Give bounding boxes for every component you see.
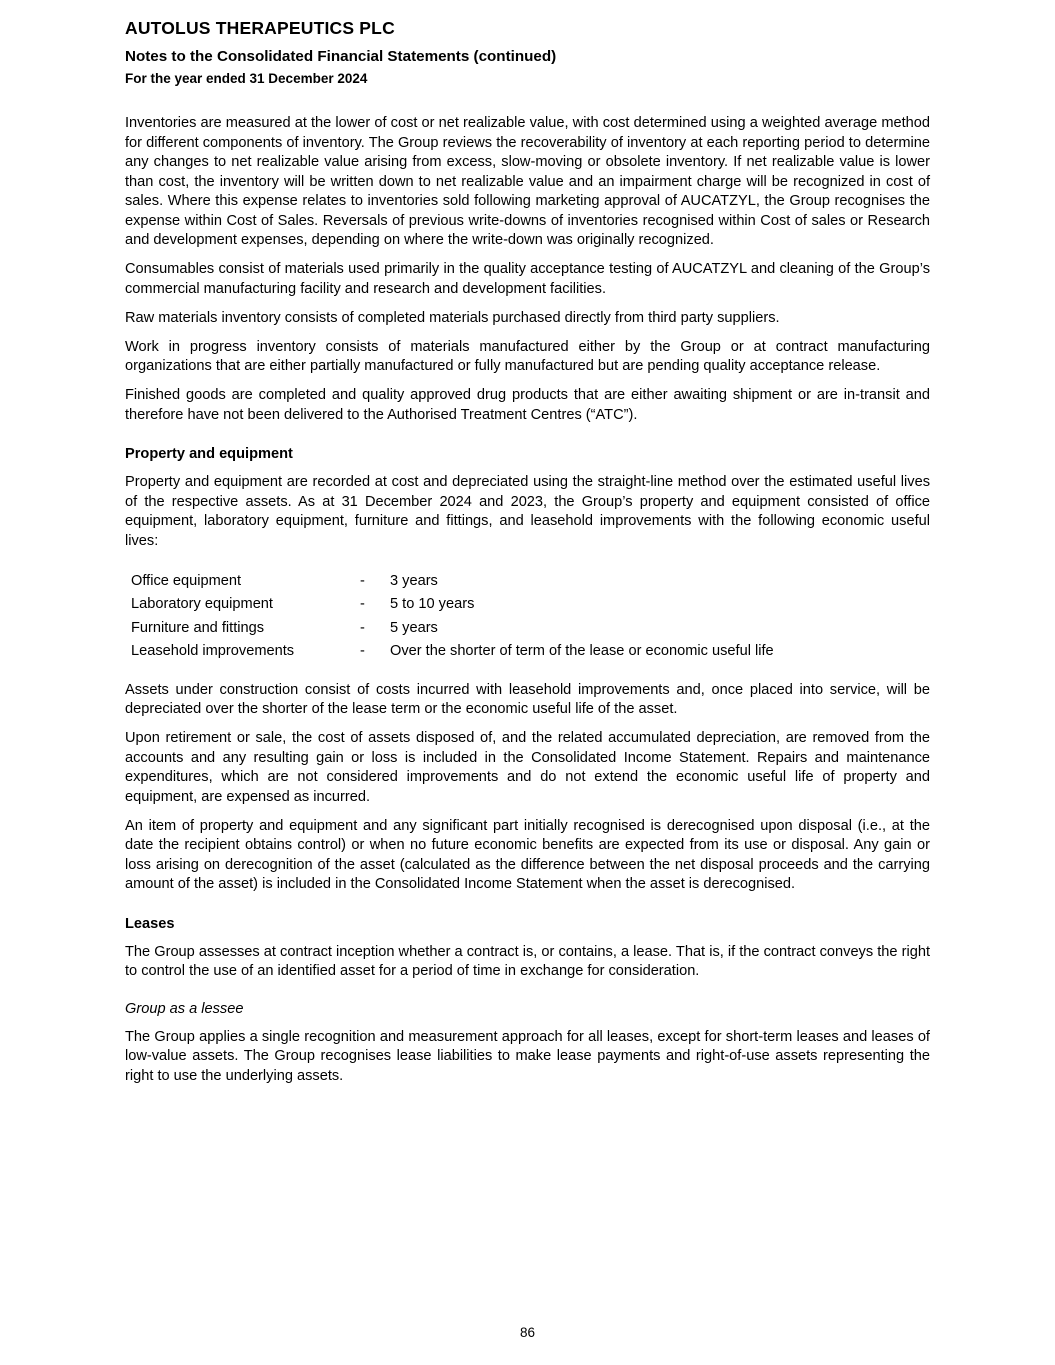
paragraph-raw-materials: Raw materials inventory consists of completed materials purchased directly from third party suppliers. — [125, 309, 780, 326]
paragraph-retirement-or-sale: Upon retirement or sale, the cost of assets disposed of, and the related accumulated depreciation, are removed from the accounts and any resulting gain or loss is included in the Consolidated Income Statement. Repairs and maintenance expenditures, which are not considered improvements and do not extend the economic useful life of property and equipment, are expensed as incurred. — [125, 730, 930, 805]
dash-cell: - — [360, 573, 365, 589]
paragraph-leases-intro: The Group assesses at contract inception whether a contract is, or contains, a lease. That is, if the contract conveys the right to control the use of an identified asset for a period of time in exchange for consideration. — [125, 943, 930, 980]
document-title: Notes to the Consolidated Financial Statements (continued) — [125, 48, 557, 65]
table-row — [131, 593, 930, 616]
dash-cell: - — [360, 596, 365, 613]
table-row — [131, 570, 930, 593]
dash-cell: - — [360, 619, 365, 636]
life-cell: 5 years — [390, 619, 438, 636]
life-cell: 3 years — [390, 573, 438, 589]
page-number: 86 — [519, 1325, 536, 1340]
paragraph-derecognition: An item of property and equipment and any significant part initially recognised is derecognised upon disposal (i.e., at the date the recipient obtains control) or when no future economic benefits are expected from its use or disposal. Any gain or loss arising on derecognition of the asset (calculated as the difference between the net disposal proceeds and the carrying amount of the asset) is included in the Consolidated Income Statement when the asset is derecognised. — [125, 817, 930, 893]
item-cell: Laboratory equipment — [131, 596, 273, 613]
useful-lives-table — [131, 570, 930, 664]
paragraph-inventories-1: Inventories are measured at the lower of cost or net realizable value, with cost determined using a weighted average method for different components of inventory. The Group reviews the recoverability of inventory at each reporting period to determine any changes to net realizable value arising from excess, slow-moving or obsolete inventory. If net realizable value is lower than cost, the inventory will be written down to net realizable value and an impairment charge will be recognized in cost of sales. Where this expense relates to inventories sold following marketing approval of AUCATZYL, the Group recognises the expense within Cost of Sales. Reversals of previous write-downs of inventories recognised within Cost of sales or Research and development expenses, depending on where the write-down was originally recognized. — [125, 115, 930, 248]
dash-cell: - — [360, 643, 365, 660]
section-heading-property-and-equipment: Property and equipment — [125, 446, 293, 462]
life-cell: Over the shorter of term of the lease or economic useful life — [390, 643, 774, 660]
table-row — [131, 617, 930, 640]
document-body — [125, 114, 930, 1086]
section-heading-leases: Leases — [125, 915, 175, 932]
item-cell: Leasehold improvements — [131, 643, 295, 660]
company-name: AUTOLUS THERAPEUTICS PLC — [125, 18, 395, 38]
item-cell: Office equipment — [131, 573, 242, 589]
subsection-heading-group-as-lessee: Group as a lessee — [125, 1000, 244, 1017]
table-row — [131, 640, 930, 663]
paragraph-finished-goods: Finished goods are completed and quality approved drug products that are either awaiting shipment or are in-transit and therefore have not been delivered to the Authorised Treatment Centres (“ATC”). — [125, 387, 930, 423]
document-period: For the year ended 31 December 2024 — [125, 71, 368, 86]
paragraph-consumables: Consumables consist of materials used primarily in the quality acceptance testing of AUCATZYL and cleaning of the Group’s commercial manufacturing facility and research and development facilities. — [125, 261, 930, 297]
paragraph-property-intro: Property and equipment are recorded at cost and depreciated using the straight-line method over the estimated useful lives of the respective assets. As at 31 December 2024 and 2023, the Group’s property and equipment consisted of office equipment, laboratory equipment, furniture and fittings, and leasehold improvements with the following economic useful lives: — [125, 474, 930, 549]
item-cell: Furniture and fittings — [131, 619, 265, 636]
paragraph-group-as-lessee: The Group applies a single recognition and measurement approach for all leases, except for short-term leases and leases of low-value assets. The Group recognises lease liabilities to make lease payments and right-of-use assets representing the right to use the underlying assets. — [125, 1028, 930, 1084]
paragraph-work-in-progress: Work in progress inventory consists of materials manufactured either by the Group or at contract manufacturing organizations that are either partially manufactured or fully manufactured but are pending quality acceptance release. — [125, 338, 930, 374]
document-header — [125, 18, 930, 86]
life-cell: 5 to 10 years — [390, 596, 475, 613]
paragraph-assets-under-construction: Assets under construction consist of costs incurred with leasehold improvements and, once placed into service, will be depreciated over the shorter of the lease term or the economic useful life of the asset. — [125, 681, 930, 718]
